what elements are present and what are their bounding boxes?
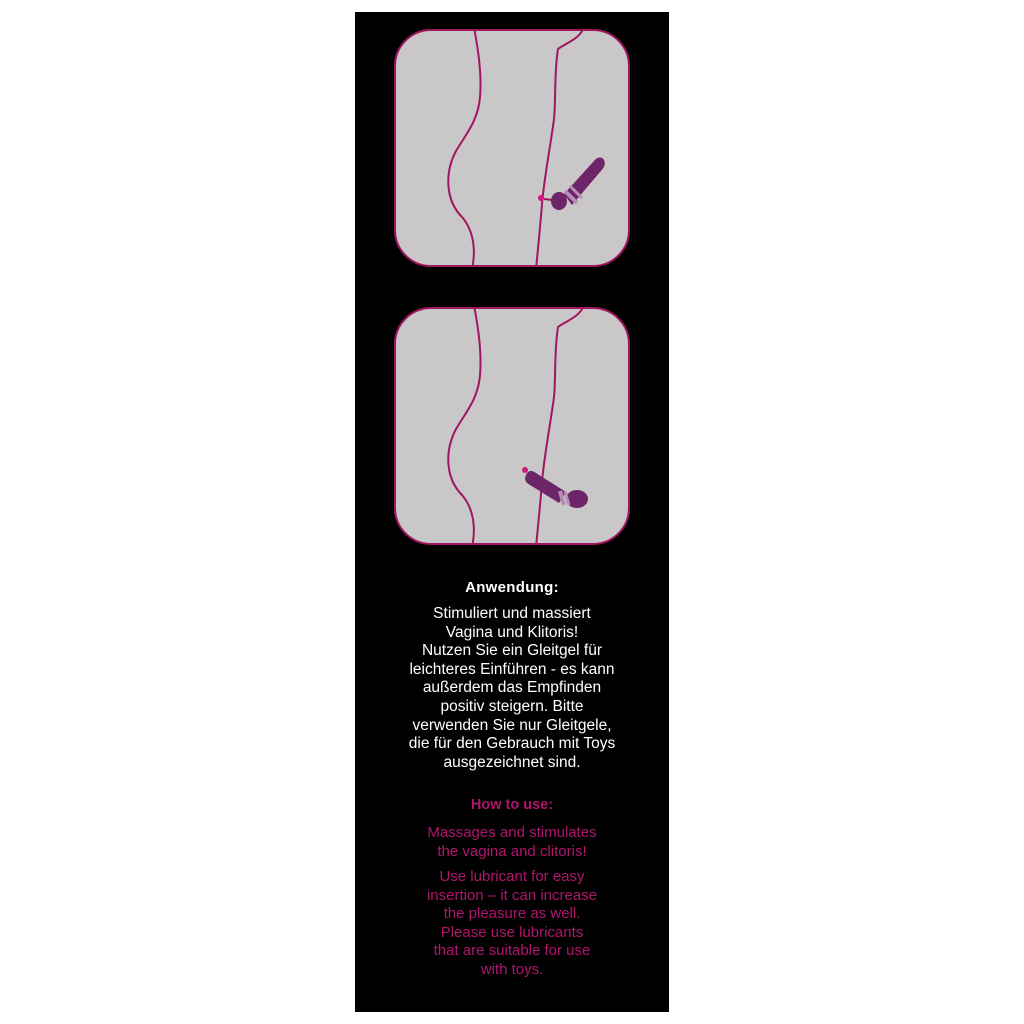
illustration-frame [395, 308, 629, 544]
illustration-clitoral-use [394, 29, 630, 267]
english-line: the vagina and clitoris! [437, 842, 587, 860]
english-line: Use lubricant for easy [439, 868, 585, 885]
german-line: positiv steigern. Bitte [440, 697, 584, 715]
german-line: ausgezeichnet sind. [443, 753, 581, 771]
english-line: the pleasure as well. [443, 905, 581, 922]
german-line: außerdem das Empfinden [422, 679, 602, 697]
english-line: Massages and stimulates [427, 824, 597, 841]
german-line: Nutzen Sie ein Gleitgel für [421, 642, 603, 660]
german-line: Vagina und Klitoris! [445, 623, 579, 641]
german-line: leichteres Einführen - es kann [409, 660, 615, 678]
illustration-frame [395, 30, 629, 266]
body-with-wand-massager-on-clitoris-icon [394, 29, 630, 267]
german-line: die für den Gebrauch mit Toys [408, 735, 616, 753]
instruction-panel [355, 12, 669, 1012]
german-line: Stimuliert und massiert [433, 605, 591, 622]
body-with-wand-massager-inserted-icon [394, 307, 630, 545]
english-line: insertion – it can increase [426, 886, 598, 904]
german-heading: Anwendung: [465, 579, 559, 596]
illustration-vaginal-use [394, 307, 630, 545]
german-line: verwenden Sie nur Gleitgele, [412, 716, 612, 734]
english-paragraph-2 [355, 868, 669, 979]
english-paragraph-1 [355, 824, 669, 861]
english-line: that are suitable for use [433, 942, 591, 959]
english-line: Please use lubricants [440, 923, 584, 941]
english-line: with toys. [480, 960, 544, 978]
english-heading: How to use: [470, 797, 554, 813]
german-instructions [355, 605, 669, 772]
